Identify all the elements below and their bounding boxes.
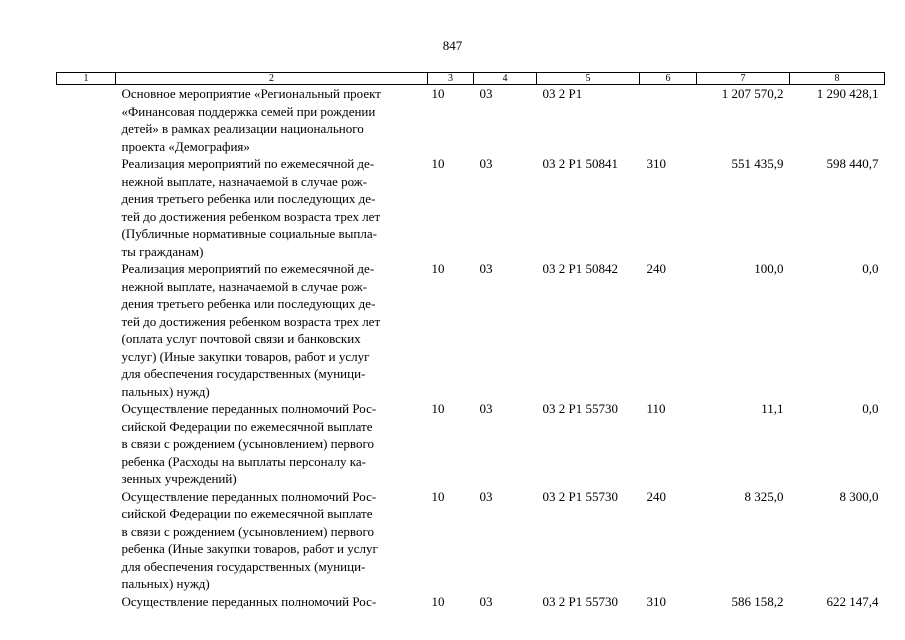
budget-table bbox=[56, 72, 885, 610]
description-line: ты гражданам) bbox=[121, 243, 204, 259]
amount-col7: 8 325,0 bbox=[744, 488, 784, 504]
amount-col8: 1 290 428,1 bbox=[816, 86, 879, 101]
table-row bbox=[57, 488, 885, 593]
section-code: 10 bbox=[431, 401, 445, 416]
target-article-code: 03 2 P1 55730 bbox=[542, 488, 618, 504]
section-code: 10 bbox=[431, 156, 445, 171]
row-description bbox=[116, 593, 428, 611]
expense-type-code: 310 bbox=[646, 593, 666, 609]
description-line: нежной выплате, назначаемой в случае рож- bbox=[121, 278, 368, 294]
description-line: для обеспечения государственных (муници- bbox=[121, 366, 366, 381]
description-line: детей» в рамках реализации национального bbox=[121, 121, 364, 136]
row-code-cell bbox=[57, 400, 116, 488]
page-number: 847 bbox=[442, 38, 463, 53]
expense-type-code: 240 bbox=[646, 261, 666, 276]
description-line: дения третьего ребенка или последующих де- bbox=[121, 191, 376, 206]
description-line: (оплата услуг почтовой связи и банковских bbox=[121, 331, 361, 346]
table-row bbox=[57, 260, 885, 400]
description-line: в связи с рождением (усыновлением) первого bbox=[121, 523, 374, 539]
row-code-cell bbox=[57, 155, 116, 260]
section-code: 10 bbox=[431, 488, 445, 504]
amount-col7: 11,1 bbox=[761, 401, 784, 416]
description-line: Реализация мероприятий по ежемесячной де- bbox=[121, 156, 375, 171]
expense-type-code: 110 bbox=[646, 401, 666, 416]
column-header: 5 bbox=[537, 73, 640, 85]
description-line: в связи с рождением (усыновлением) первого bbox=[121, 436, 374, 451]
table-row bbox=[57, 155, 885, 260]
amount-col8: 0,0 bbox=[862, 401, 879, 416]
column-header: 4 bbox=[474, 73, 537, 85]
row-description bbox=[116, 400, 428, 488]
description-line: Основное мероприятие «Региональный проект bbox=[121, 86, 381, 101]
table-row bbox=[57, 400, 885, 488]
row-code-cell bbox=[57, 260, 116, 400]
target-article-code: 03 2 P1 bbox=[542, 86, 583, 101]
description-line: ребенка (Иные закупки товаров, работ и услуг bbox=[121, 541, 378, 556]
description-line: дения третьего ребенка или последующих де- bbox=[121, 296, 376, 311]
description-line: ребенка (Расходы на выплаты персоналу ка- bbox=[121, 453, 366, 469]
amount-col8: 8 300,0 bbox=[839, 488, 879, 504]
description-line: услуг) (Иные закупки товаров, работ и услуг bbox=[121, 348, 370, 364]
description-line: нежной выплате, назначаемой в случае рож- bbox=[121, 173, 368, 189]
section-code: 10 bbox=[431, 593, 445, 609]
description-line: зенных учреждений) bbox=[121, 471, 237, 486]
row-code-cell bbox=[57, 593, 116, 611]
subsection-code: 03 bbox=[479, 593, 493, 609]
description-line: Осуществление переданных полномочий Рос- bbox=[121, 401, 377, 416]
amount-col8: 622 147,4 bbox=[826, 593, 879, 609]
amount-col8: 0,0 bbox=[862, 261, 879, 276]
subsection-code: 03 bbox=[479, 156, 493, 171]
column-header: 6 bbox=[640, 73, 697, 85]
row-code-cell bbox=[57, 488, 116, 593]
subsection-code: 03 bbox=[479, 488, 493, 504]
amount-col7: 586 158,2 bbox=[731, 593, 784, 609]
description-line: Осуществление переданных полномочий Рос- bbox=[121, 593, 377, 609]
description-line: (Публичные нормативные социальные выпла- bbox=[121, 226, 377, 241]
target-article-code: 03 2 P1 55730 bbox=[542, 401, 618, 416]
subsection-code: 03 bbox=[479, 86, 493, 101]
description-line: Реализация мероприятий по ежемесячной де- bbox=[121, 261, 375, 276]
row-description bbox=[116, 488, 428, 593]
column-header: 3 bbox=[428, 73, 474, 85]
section-code: 10 bbox=[431, 261, 445, 276]
subsection-code: 03 bbox=[479, 261, 493, 276]
description-line: Осуществление переданных полномочий Рос- bbox=[121, 488, 377, 504]
target-article-code: 03 2 P1 55730 bbox=[542, 593, 618, 609]
subsection-code: 03 bbox=[479, 401, 493, 416]
description-line: пальных) нужд) bbox=[121, 383, 210, 399]
section-code: 10 bbox=[431, 86, 445, 101]
table-row bbox=[57, 593, 885, 611]
amount-col8: 598 440,7 bbox=[826, 156, 879, 171]
description-line: тей до достижения ребенком возраста трех лет bbox=[121, 208, 381, 224]
row-description bbox=[116, 85, 428, 156]
amount-col7: 551 435,9 bbox=[731, 156, 784, 171]
description-line: сийской Федерации по ежемесячной выплате bbox=[121, 418, 373, 434]
row-code-cell bbox=[57, 85, 116, 156]
column-header: 7 bbox=[697, 73, 790, 85]
description-line: проекта «Демография» bbox=[121, 138, 250, 154]
expense-type-code bbox=[640, 85, 697, 156]
target-article-code: 03 2 P1 50841 bbox=[542, 156, 618, 171]
description-line: «Финансовая поддержка семей при рождении bbox=[121, 103, 376, 119]
column-header: 8 bbox=[790, 73, 885, 85]
column-header: 2 bbox=[116, 73, 428, 85]
description-line: для обеспечения государственных (муници- bbox=[121, 558, 366, 574]
row-description bbox=[116, 260, 428, 400]
description-line: пальных) нужд) bbox=[121, 576, 210, 591]
description-line: тей до достижения ребенком возраста трех лет bbox=[121, 313, 381, 329]
column-header: 1 bbox=[57, 73, 116, 85]
column-number-header bbox=[57, 73, 885, 85]
row-description bbox=[116, 155, 428, 260]
amount-col7: 100,0 bbox=[754, 261, 784, 276]
amount-col7: 1 207 570,2 bbox=[721, 86, 784, 101]
expense-type-code: 240 bbox=[646, 488, 666, 504]
description-line: сийской Федерации по ежемесячной выплате bbox=[121, 506, 373, 521]
expense-type-code: 310 bbox=[646, 156, 666, 171]
table-row bbox=[57, 85, 885, 156]
target-article-code: 03 2 P1 50842 bbox=[542, 261, 618, 276]
